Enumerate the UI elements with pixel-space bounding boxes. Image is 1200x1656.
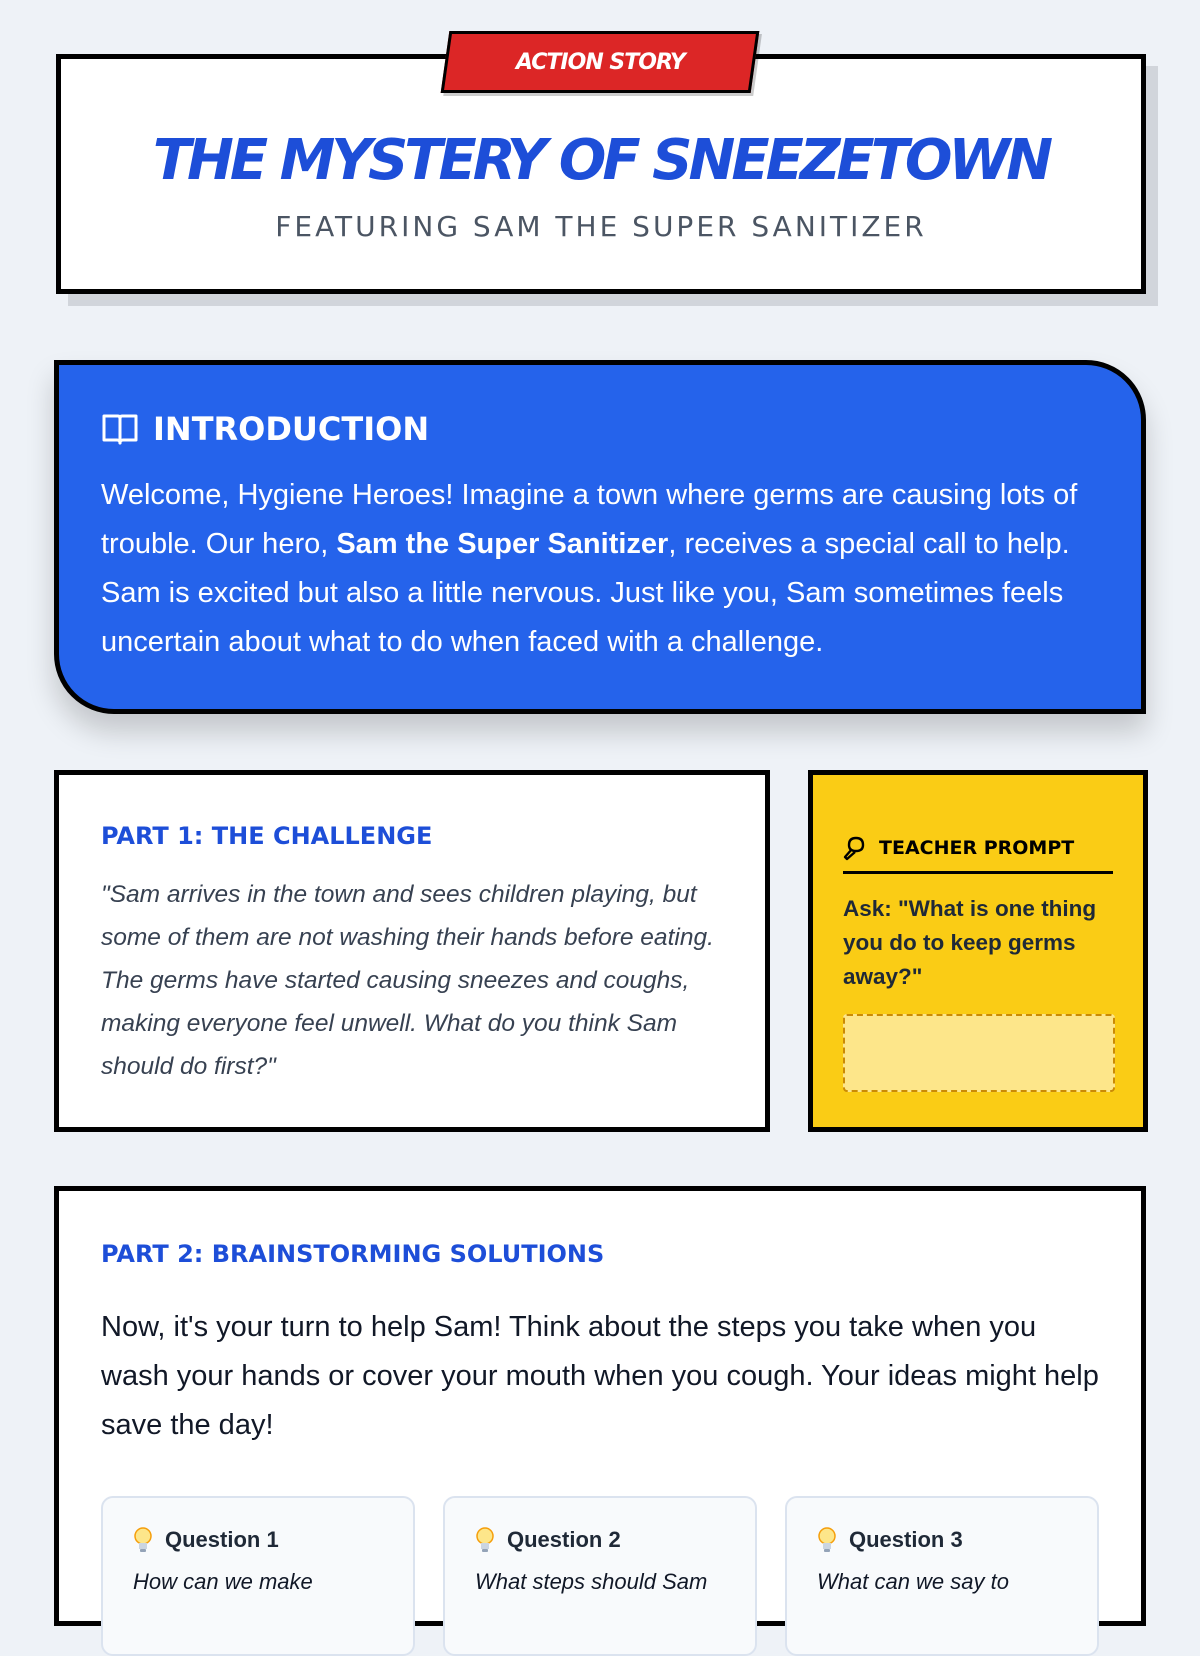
page-title: THE MYSTERY OF SNEEZETOWN — [152, 128, 1050, 193]
microphone-icon — [843, 835, 867, 861]
story-header — [56, 49, 1146, 294]
part-2-heading: PART 2: BRAINSTORMING SOLUTIONS — [101, 1240, 605, 1268]
question-title: Question 1 — [165, 1527, 279, 1552]
introduction-heading — [101, 409, 1099, 449]
lightbulb-icon — [475, 1526, 495, 1554]
teacher-prompt-title: TEACHER PROMPT — [879, 837, 1075, 859]
lightbulb-icon — [817, 1526, 837, 1554]
question-title-row — [817, 1526, 1067, 1554]
introduction-card — [54, 360, 1146, 714]
question-card-2[interactable] — [443, 1496, 757, 1656]
book-icon — [101, 411, 139, 447]
teacher-prompt-card — [808, 770, 1148, 1132]
question-text: What steps should Sam — [475, 1569, 708, 1594]
lightbulb-icon — [133, 1526, 153, 1554]
page-subtitle: FEATURING SAM THE SUPER SANITIZER — [275, 210, 927, 243]
action-story-badge-label: ACTION STORY — [515, 49, 685, 75]
teacher-answer-box[interactable] — [843, 1014, 1115, 1092]
question-title: Question 3 — [849, 1527, 963, 1552]
part-1-story-text: "Sam arrives in the town and sees children playing, but some of them are not washing their hands before eating. The germs have started causing sneezes and coughs, making everyone feel unwell. What do you think Sam should do first?" — [101, 881, 714, 1080]
introduction-title: INTRODUCTION — [153, 410, 430, 448]
question-card-1[interactable] — [101, 1496, 415, 1656]
teacher-prompt-text: Ask: "What is one thing you do to keep germs away?" — [843, 896, 1097, 989]
hero-name: Sam the Super Sanitizer — [336, 528, 669, 560]
part-1-heading: PART 1: THE CHALLENGE — [101, 822, 433, 850]
part-1-card — [54, 770, 770, 1132]
question-list — [101, 1496, 1099, 1656]
question-text: How can we make — [133, 1569, 313, 1594]
question-title-row — [133, 1526, 383, 1554]
introduction-text — [101, 471, 1099, 667]
part-2-card — [54, 1186, 1146, 1626]
teacher-prompt-heading — [843, 833, 1113, 874]
introduction-text-end: , receives a special call to help. Sam is excited but also a little nervous. Just like you, Sam sometimes feels uncertain about what to do when faced with a challenge. — [101, 528, 1070, 658]
part-2-text: Now, it's your turn to help Sam! Think about the steps you take when you wash your hands or cover your mouth when you cough. Your ideas might help save the day! — [101, 1311, 1099, 1441]
question-title: Question 2 — [507, 1527, 621, 1552]
introduction-text-start: Welcome, Hygiene Heroes! Imagine a town where germs are causing lots of trouble. Our hero, — [101, 479, 1078, 560]
header-card — [56, 49, 1146, 294]
question-text: What can we say to — [817, 1569, 1009, 1594]
question-card-3[interactable] — [785, 1496, 1099, 1656]
action-story-badge — [441, 31, 760, 93]
question-title-row — [475, 1526, 725, 1554]
